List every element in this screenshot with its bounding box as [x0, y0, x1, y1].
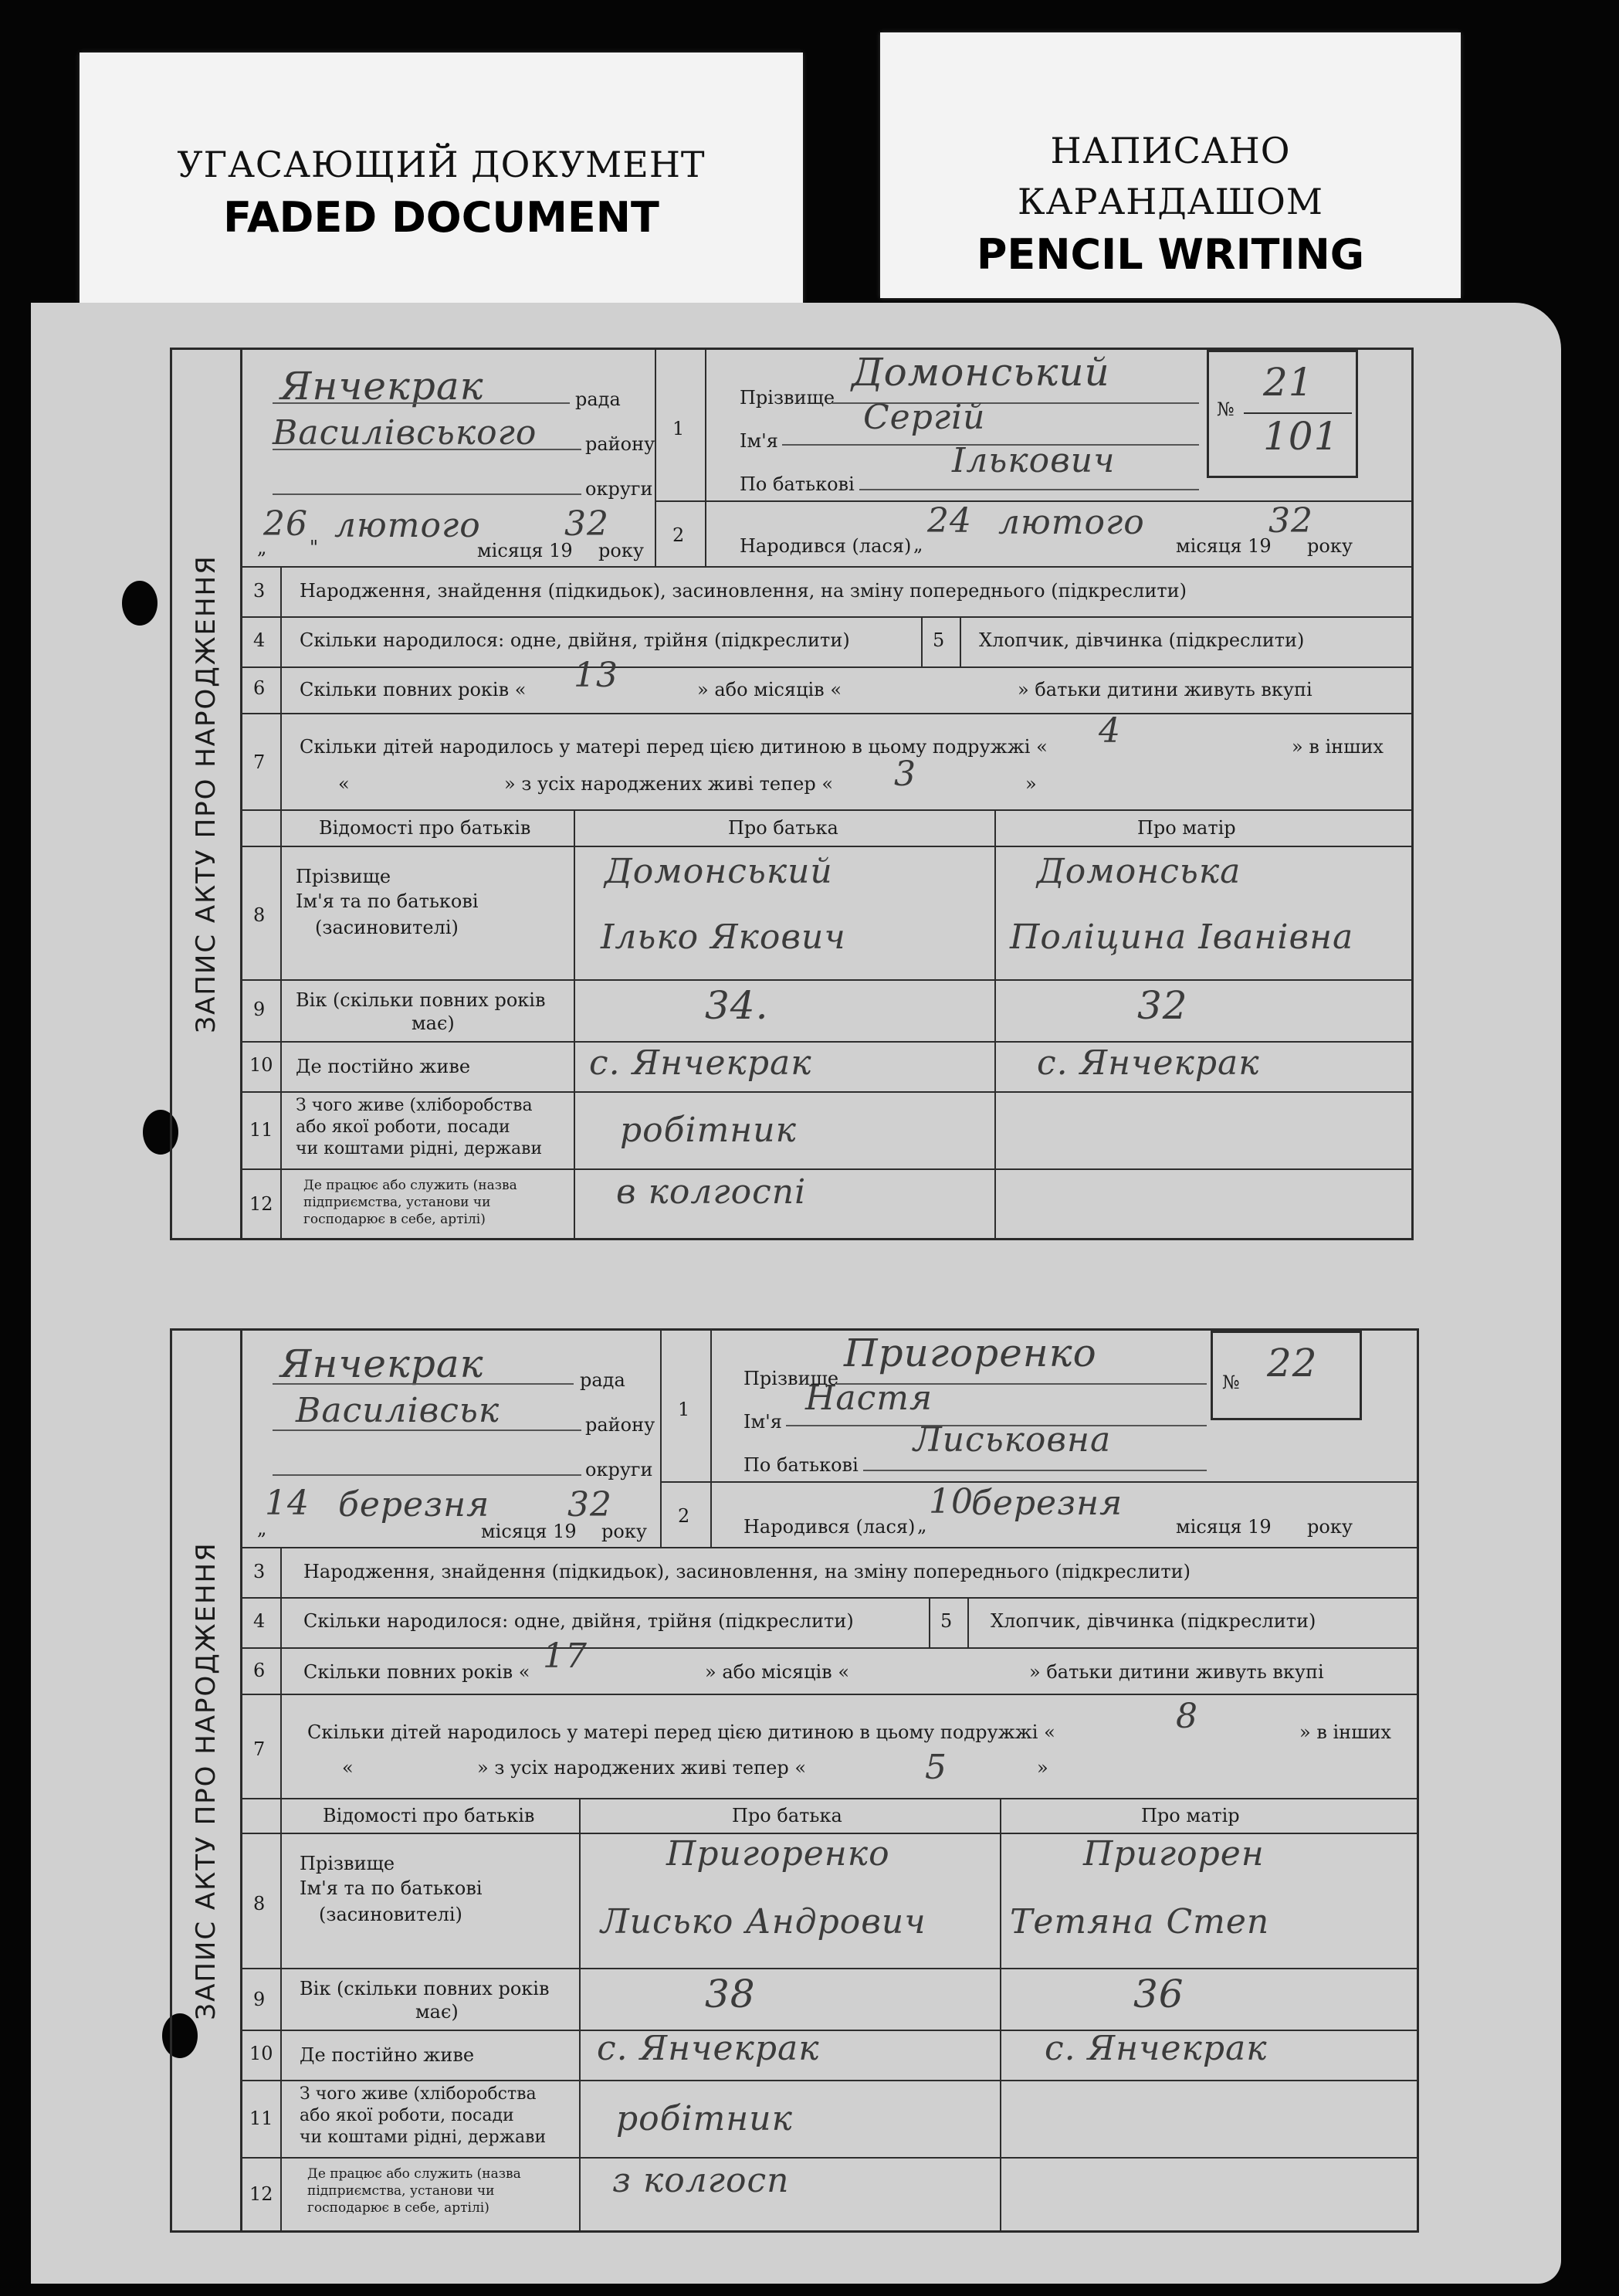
children-before: 4 [1099, 711, 1121, 751]
row11-label-1: З чого живе (хліборобства [300, 2084, 537, 2104]
header-parents-info: Відомості про батьків [323, 1805, 535, 1826]
row12-label-2: підприємства, установи чи [307, 2183, 495, 2199]
row9-label-1: Вік (скільки повних років [300, 1978, 550, 1999]
reg-year: 32 [564, 504, 609, 544]
month-year-label: місяця 19 [477, 540, 573, 561]
surname-value: Домонський [852, 350, 1110, 395]
mother-name: Поліцина Іванівна [1010, 917, 1354, 957]
row7-text-a: Скільки дітей народилось у матері перед цією дитиною в цьому подружжі « [307, 1721, 1055, 1743]
row7-text-b: » в інших [1299, 1721, 1391, 1743]
mother-surname: Пригорен [1083, 1834, 1265, 1874]
mother-age: 32 [1137, 983, 1188, 1028]
birth-year-suffix: року [1307, 1516, 1353, 1538]
father-workplace: з колгосп [612, 2161, 790, 2200]
record-number: 21 [1263, 360, 1314, 405]
pencil-label-ru-line2: КАРАНДАШОМ [1018, 181, 1323, 222]
row7-text-d: » з усіх народжених живі тепер « [504, 773, 834, 795]
row-number: 9 [253, 999, 266, 1020]
raion-label: району [585, 433, 655, 455]
row4-text: Скільки народилося: одне, двійня, трійня (підкреслити) [303, 1610, 854, 1632]
father-name: Лисько Андрович [601, 1902, 926, 1942]
row6-text-a: Скільки повних років « [303, 1661, 530, 1683]
father-occupation: робітник [620, 1111, 797, 1150]
row11-label-3: чи коштами рідні, держави [296, 1139, 543, 1158]
row9-label-2: має) [412, 1012, 455, 1034]
header-father: Про батька [728, 817, 838, 839]
row10-label: Де постійно живе [296, 1056, 471, 1077]
row-number: 1 [672, 418, 685, 439]
father-age: 34. [705, 983, 769, 1028]
row3-text: Народження, знайдення (підкидьок), засиновлення, на зміну попереднього (підкреслити) [303, 1561, 1191, 1582]
row-number: 7 [253, 751, 266, 773]
father-residence: с. Янчекрак [589, 1043, 812, 1083]
birth-record-2: ЗАПИС АКТУ ПРО НАРОДЖЕННЯ Янчекрак рада Василівськ району округи „ 14 березня місяця 19 32 року 1 2 Прізвище Пригоренко Ім'я Настя По батькові Лиськовна № 22 Народився (лася) „ 10 березня місяця 19 року 3 Народження, знайдення (підкидьок), засиновлення, на зміну попереднього (підкреслити) 4 Скільки народилося: одне, двійня, трійня (підкреслити) 5 Хлопчик, дівчинка (підкреслити) 6 Скільки повних років « 17 » або місяців « » батьки дитини живуть вкупі 7 Скільки дітей народилось у матері перед цією дитиною в цьому подружжі « 8 » в інших « » з усіх народжених живі тепер « 5 » Відомості про батьків Про батька Про матір 8 Прізвище Ім'я та по батькові (засиновителі) Пригоренко Лисько Андрович Пригорен Тетяна Степ 9 Вік (скільки повних років має) 38 36 10 Де постійно живе с. Янчекрак с. Янчекрак 11 З чого живе (хліборобства або якої роботи, посади чи коштами рідні, держави робітник 12 Де працює або служить (назва підприємства, установи чи господарює в себе, артілі) з колгосп [170, 1328, 1419, 2233]
volume-number: 101 [1263, 414, 1340, 459]
row12-label-2: підприємства, установи чи [303, 1195, 491, 1210]
okrug-label: округи [585, 1459, 653, 1480]
row-number: 3 [253, 1561, 266, 1582]
children-alive: 3 [894, 755, 916, 794]
birth-month-year-label: місяця 19 [1176, 535, 1272, 557]
row9-label-1: Вік (скільки повних років [296, 989, 546, 1011]
years-together: 17 [543, 1636, 588, 1676]
patronymic-value: Лиськовна [913, 1420, 1112, 1460]
pencil-label-ru [880, 125, 1461, 227]
row11-label-2: або якої роботи, посади [300, 2106, 514, 2125]
row12-label-3: господарює в себе, артілі) [303, 1212, 486, 1227]
row-number: 5 [940, 1610, 953, 1632]
mother-residence: с. Янчекрак [1045, 2029, 1268, 2068]
rada-value: Янчекрак [280, 364, 484, 409]
raion-label: району [585, 1414, 655, 1436]
row-number: 8 [253, 904, 266, 926]
okrug-label: округи [585, 478, 653, 500]
name-label: Ім'я [740, 430, 778, 452]
rada-value: Янчекрак [280, 1341, 484, 1386]
row-number: 2 [678, 1505, 690, 1527]
row-number: 7 [253, 1738, 266, 1760]
row7-text-c: « [338, 773, 350, 795]
surname-label: Прізвище [740, 387, 835, 409]
name-value: Настя [805, 1379, 933, 1418]
row11-label-2: або якої роботи, посади [296, 1117, 510, 1137]
row-number: 10 [249, 1054, 273, 1076]
row4-text: Скільки народилося: одне, двійня, трійня (підкреслити) [300, 629, 850, 651]
row6-text-b: » або місяців « [705, 1661, 850, 1683]
row11-label-1: З чого живе (хліборобства [296, 1096, 533, 1115]
birth-day: 24 [927, 501, 972, 541]
row8-label-3: (засиновителі) [319, 1904, 462, 1925]
row-number: 4 [253, 629, 266, 651]
birth-month-year-label: місяця 19 [1176, 1516, 1272, 1538]
header-mother: Про матір [1141, 1805, 1240, 1826]
row7-text-c: « [342, 1757, 354, 1779]
father-surname: Пригоренко [666, 1834, 890, 1874]
row-number: 1 [678, 1399, 690, 1420]
row8-label-3: (засиновителі) [315, 917, 459, 938]
number-sign: № [1217, 398, 1235, 420]
row8-label-1: Прізвище [300, 1853, 395, 1874]
birth-year: 32 [1268, 501, 1313, 541]
row8-label-2: Ім'я та по батькові [296, 890, 479, 912]
father-occupation: робітник [616, 2099, 793, 2138]
father-name: Ілько Якович [601, 917, 846, 957]
name-label: Ім'я [743, 1411, 782, 1433]
children-before: 8 [1176, 1697, 1198, 1736]
mother-age: 36 [1133, 1972, 1184, 2016]
row7-text-d: » з усіх народжених живі тепер « [477, 1757, 807, 1779]
raion-value: Василівського [273, 413, 537, 453]
patronymic-value: Ількович [952, 441, 1116, 480]
faded-label-ru: УГАСАЮЩИЙ ДОКУМЕНТ [177, 144, 706, 185]
record-side-title: ЗАПИС АКТУ ПРО НАРОДЖЕННЯ [172, 350, 242, 1238]
father-residence: с. Янчекрак [597, 2029, 820, 2068]
row7-text-e: » [1037, 1757, 1048, 1779]
rada-label: рада [580, 1369, 625, 1391]
row12-label-3: господарює в себе, артілі) [307, 2200, 489, 2216]
born-label: Народився (лася) [743, 1516, 916, 1538]
record-side-title: ЗАПИС АКТУ ПРО НАРОДЖЕННЯ [172, 1331, 242, 2230]
year-label: року [601, 1521, 647, 1542]
reg-month: лютого [334, 506, 481, 545]
years-together: 13 [574, 656, 618, 695]
row7-text-a: Скільки дітей народилось у матері перед цією дитиною в цьому подружжі « [300, 736, 1048, 758]
punch-hole [122, 581, 157, 626]
pencil-writing-label [880, 32, 1461, 298]
row-number: 11 [249, 2108, 273, 2129]
row-number: 11 [249, 1119, 273, 1141]
row-number: 9 [253, 1989, 266, 2010]
patronymic-label: По батькові [740, 473, 855, 495]
header-father: Про батька [732, 1805, 842, 1826]
row6-text-c: » батьки дитини живуть вкупі [1018, 679, 1312, 700]
row-number: 12 [249, 1193, 273, 1215]
mother-name: Тетяна Степ [1010, 1902, 1270, 1942]
record-number: 22 [1267, 1341, 1318, 1385]
row-number: 5 [933, 629, 945, 651]
birth-day: 10 [929, 1482, 974, 1521]
row-number: 10 [249, 2043, 273, 2064]
birth-record-1: ЗАПИС АКТУ ПРО НАРОДЖЕННЯ Янчекрак рада Василівського району округи „ 26 " лютого місяця 19 32 року 1 2 Прізвище Домонський Ім'я Сергій По батькові Ількович № 21 101 Народився (лася) „ 24 лютого місяця 19 32 року 3 Народження, знайдення (підкидьок), засиновлення, на зміну попереднього (підкреслити) 4 Скільки народилося: одне, двійня, трійня (підкреслити) 5 Хлопчик, дівчинка (підкреслити) 6 Скільки повних років « 13 » або місяців « » батьки дитини живуть вкупі 7 Скільки дітей народилось у матері перед цією дитиною в цьому подружжі « 4 » в інших « » з усіх народжених живі тепер « 3 » Відомості про батьків Про батька Про матір 8 Прізвище Ім'я та по батькові (засиновителі) Домонський Ілько Якович Домонська Поліцина Іванівна 9 Вік (скільки повних років має) 34. 32 10 Де постійно живе с. Янчекрак с. Янчекрак 11 З чого живе (хліборобства або якої роботи, посади чи коштами рідні, держави робітник 12 Де працює або служить (назва підприємства, установи чи господарює в себе, артілі) в колгоспі [170, 348, 1414, 1240]
row12-label-1: Де працює або служить (назва [307, 2166, 521, 2182]
reg-month: березня [338, 1485, 490, 1524]
row-number: 3 [253, 580, 266, 602]
row-number: 12 [249, 2183, 273, 2205]
surname-value: Пригоренко [844, 1331, 1097, 1375]
row-number: 8 [253, 1893, 266, 1914]
row9-label-2: має) [415, 2001, 459, 2023]
row8-label-2: Ім'я та по батькові [300, 1877, 483, 1899]
surname-label: Прізвище [743, 1368, 839, 1389]
pencil-label-en: PENCIL WRITING [976, 230, 1365, 279]
row3-text: Народження, знайдення (підкидьок), засиновлення, на зміну попереднього (підкреслити) [300, 580, 1187, 602]
row-number: 2 [672, 524, 685, 546]
year-label: року [598, 540, 644, 561]
row6-text-a: Скільки повних років « [300, 679, 527, 700]
mother-residence: с. Янчекрак [1037, 1043, 1260, 1083]
faded-label-en: FADED DOCUMENT [223, 193, 659, 242]
row6-text-c: » батьки дитини живуть вкупі [1029, 1661, 1324, 1683]
patronymic-label: По батькові [743, 1454, 859, 1476]
mother-surname: Домонська [1037, 852, 1241, 891]
father-surname: Домонський [605, 852, 833, 891]
row6-text-b: » або місяців « [697, 679, 842, 700]
month-year-label: місяця 19 [481, 1521, 577, 1542]
reg-day: 26 [263, 504, 308, 544]
row5-text: Хлопчик, дівчинка (підкреслити) [979, 629, 1305, 651]
father-age: 38 [705, 1972, 756, 2016]
children-alive: 5 [925, 1748, 947, 1787]
row7-text-e: » [1025, 773, 1037, 795]
header-parents-info: Відомості про батьків [319, 817, 531, 839]
row7-text-b: » в інших [1292, 736, 1384, 758]
rada-label: рада [575, 388, 621, 410]
row8-label-1: Прізвище [296, 866, 391, 887]
born-label: Народився (лася) [740, 535, 912, 557]
faded-document-label [80, 53, 803, 304]
birth-month: лютого [998, 503, 1145, 542]
reg-year: 32 [567, 1485, 612, 1524]
row-number: 6 [253, 677, 266, 699]
row-number: 6 [253, 1660, 266, 1681]
row11-label-3: чи коштами рідні, держави [300, 2128, 547, 2147]
row10-label: Де постійно живе [300, 2044, 475, 2066]
reg-day: 14 [265, 1484, 310, 1523]
birth-month: березня [971, 1484, 1123, 1523]
registration-number-box [1207, 350, 1358, 478]
registration-number-box [1211, 1331, 1362, 1420]
row12-label-1: Де працює або служить (назва [303, 1178, 517, 1193]
name-value: Сергій [863, 398, 986, 437]
number-sign: № [1222, 1372, 1240, 1393]
row5-text: Хлопчик, дівчинка (підкреслити) [991, 1610, 1316, 1632]
pencil-label-ru-line1: НАПИСАНО [1050, 130, 1291, 171]
father-workplace: в колгоспі [616, 1172, 807, 1212]
row-number: 4 [253, 1610, 266, 1632]
birth-year-suffix: року [1307, 535, 1353, 557]
header-mother: Про матір [1137, 817, 1236, 839]
raion-value: Василівськ [296, 1391, 500, 1430]
